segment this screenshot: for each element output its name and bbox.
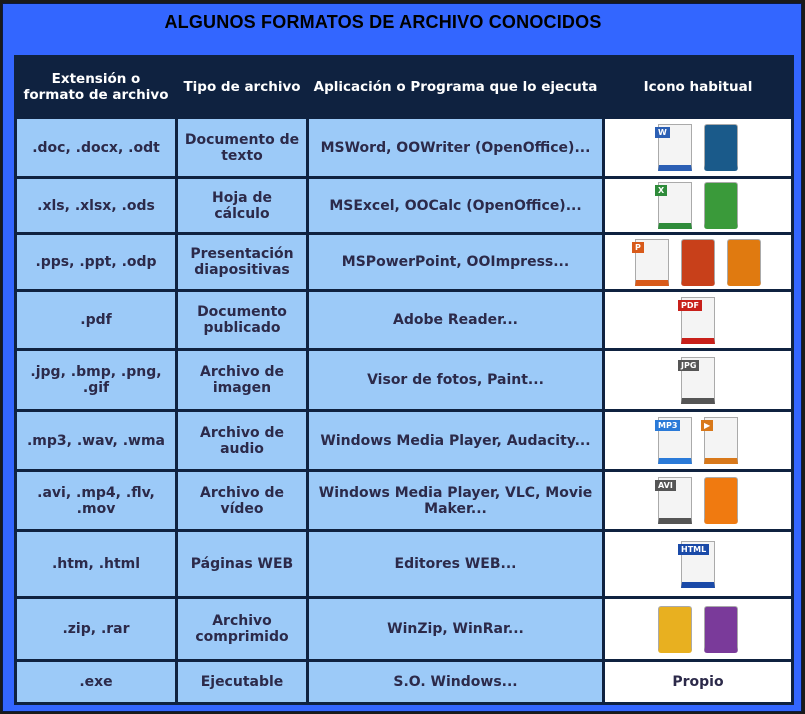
extension-cell: .pdf — [17, 292, 175, 348]
type-cell: Documento de texto — [178, 119, 306, 176]
extension-cell: .htm, .html — [17, 532, 175, 596]
table-row — [17, 351, 791, 409]
type-cell: Páginas WEB — [178, 532, 306, 596]
winrar-icon — [704, 606, 738, 653]
extension-cell: .jpg, .bmp, .png, .gif — [17, 351, 175, 409]
icon-badge: PDF — [678, 300, 702, 311]
icon-cell — [605, 235, 791, 289]
header-extension: Extensión o formato de archivo — [17, 58, 175, 116]
application-cell: Visor de fotos, Paint... — [309, 351, 602, 409]
icon-badge: HTML — [678, 544, 709, 555]
avi-icon — [658, 477, 692, 524]
type-cell: Ejecutable — [178, 662, 306, 702]
ooimpress-icon — [727, 239, 761, 286]
application-cell: Windows Media Player, VLC, Movie Maker... — [309, 472, 602, 529]
pdf-icon — [681, 297, 715, 344]
icon-badge: P — [632, 242, 644, 253]
table-row — [17, 292, 791, 348]
type-cell: Presentación diapositivas — [178, 235, 306, 289]
icon-cell — [605, 532, 791, 596]
pps-icon — [635, 239, 669, 286]
oocalc-icon — [704, 182, 738, 229]
table-row — [17, 472, 791, 529]
icon-badge: JPG — [678, 360, 699, 371]
icon-cell — [605, 599, 791, 659]
table-header-row — [17, 58, 791, 116]
extension-cell: .pps, .ppt, .odp — [17, 235, 175, 289]
word-icon — [658, 124, 692, 171]
extension-cell: .mp3, .wav, .wma — [17, 412, 175, 469]
extension-cell: .avi, .mp4, .flv, .mov — [17, 472, 175, 529]
extension-cell: .doc, .docx, .odt — [17, 119, 175, 176]
application-cell: MSWord, OOWriter (OpenOffice)... — [309, 119, 602, 176]
extension-cell: .exe — [17, 662, 175, 702]
icon-cell — [605, 351, 791, 409]
type-cell: Archivo comprimido — [178, 599, 306, 659]
header-icon: Icono habitual — [605, 58, 791, 116]
type-cell: Archivo de audio — [178, 412, 306, 469]
icon-badge: ▶ — [701, 420, 713, 431]
type-cell: Archivo de imagen — [178, 351, 306, 409]
application-cell: Adobe Reader... — [309, 292, 602, 348]
jpg-icon — [681, 357, 715, 404]
application-cell: WinZip, WinRar... — [309, 599, 602, 659]
icon-cell — [605, 179, 791, 232]
icon-cell — [605, 472, 791, 529]
table-row — [17, 179, 791, 232]
icon-badge: W — [655, 127, 670, 138]
application-cell: Windows Media Player, Audacity... — [309, 412, 602, 469]
header-type: Tipo de archivo — [178, 58, 306, 116]
icon-badge: X — [655, 185, 667, 196]
media-player-icon — [704, 417, 738, 464]
header-application: Aplicación o Programa que lo ejecuta — [309, 58, 602, 116]
mp3-icon — [658, 417, 692, 464]
icon-cell: Propio — [605, 662, 791, 702]
type-cell: Archivo de vídeo — [178, 472, 306, 529]
application-cell: MSPowerPoint, OOImpress... — [309, 235, 602, 289]
type-cell: Documento publicado — [178, 292, 306, 348]
table-row — [17, 662, 791, 702]
application-cell: MSExcel, OOCalc (OpenOffice)... — [309, 179, 602, 232]
oowriter-icon — [704, 124, 738, 171]
winzip-icon — [658, 606, 692, 653]
extension-cell: .zip, .rar — [17, 599, 175, 659]
icon-cell — [605, 292, 791, 348]
excel-icon — [658, 182, 692, 229]
ppt-icon — [681, 239, 715, 286]
file-formats-table — [14, 55, 794, 705]
table-row — [17, 532, 791, 596]
icon-cell — [605, 119, 791, 176]
infographic-frame — [2, 3, 802, 712]
table-row — [17, 599, 791, 659]
vlc-icon — [704, 477, 738, 524]
table-row — [17, 119, 791, 176]
html-icon — [681, 541, 715, 588]
icon-cell — [605, 412, 791, 469]
table-row — [17, 235, 791, 289]
icon-badge: AVI — [655, 480, 676, 491]
table-row — [17, 412, 791, 469]
page-title: ALGUNOS FORMATOS DE ARCHIVO CONOCIDOS — [164, 12, 602, 32]
application-cell: Editores WEB... — [309, 532, 602, 596]
type-cell: Hoja de cálculo — [178, 179, 306, 232]
extension-cell: .xls, .xlsx, .ods — [17, 179, 175, 232]
icon-badge: MP3 — [655, 420, 680, 431]
application-cell: S.O. Windows... — [309, 662, 602, 702]
